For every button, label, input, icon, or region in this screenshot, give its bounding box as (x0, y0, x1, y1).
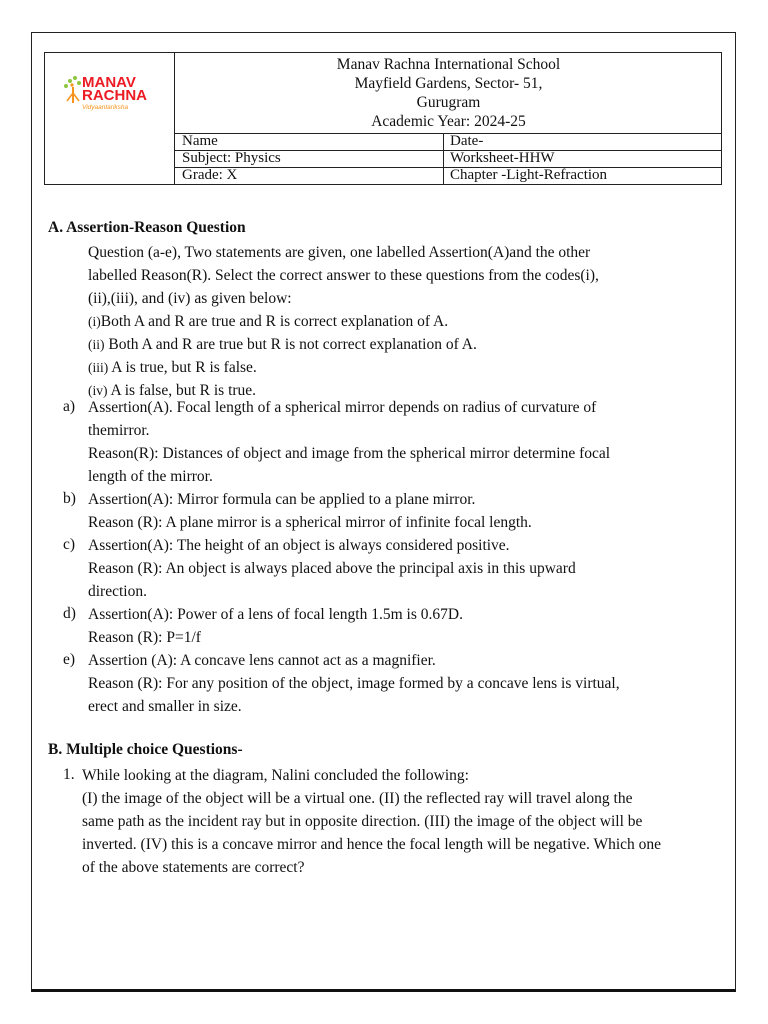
item-b-marker: b) (63, 490, 76, 507)
code-text: A is false, but R is true. (107, 382, 257, 399)
code-item (88, 333, 599, 356)
worksheet-field: Worksheet-HHW (443, 151, 555, 167)
code-item (88, 356, 599, 379)
school-address-line2: Gurugram (416, 94, 481, 111)
assertion-item-e (88, 649, 620, 718)
item-line: While looking at the diagram, Nalini concluded the following: (82, 767, 469, 784)
code-num: (iii) (88, 360, 109, 375)
item-line: (I) the image of the object will be a virtual one. (II) the reflected ray will travel along the (82, 790, 633, 807)
info-grid (175, 133, 722, 184)
assertion-item-d (88, 603, 463, 649)
mcq-1-marker: 1. (63, 766, 75, 783)
item-line: Reason (R): For any position of the object, image formed by a concave lens is virtual, (88, 675, 620, 692)
item-line: Assertion(A). Focal length of a spherical mirror depends on radius of curvature of (88, 399, 597, 416)
logo-cell (45, 53, 175, 184)
info-row-name (175, 133, 722, 150)
item-line: Reason (R): A plane mirror is a spherical mirror of infinite focal length. (88, 514, 532, 531)
mcq-item-1 (82, 764, 661, 879)
assertion-item-a (88, 396, 610, 488)
logo-line2: RACHNA (82, 87, 147, 104)
section-b-title: B. Multiple choice Questions- (48, 741, 243, 758)
item-line: same path as the incident ray but in opposite direction. (III) the image of the object will be (82, 813, 643, 830)
chapter-field: Chapter -Light-Refraction (443, 168, 607, 184)
code-text: A is true, but R is false. (108, 359, 257, 376)
intro-line: (ii),(iii), and (iv) as given below: (88, 290, 292, 307)
item-line: Reason(R): Distances of object and image from the spherical mirror determine focal (88, 445, 611, 462)
code-num: (i) (88, 314, 101, 329)
logo-line1: MANAV (82, 74, 136, 91)
school-name: Manav Rachna International School (336, 56, 561, 73)
item-line: themirror. (88, 422, 150, 439)
worksheet-header (44, 52, 722, 185)
item-line: of the above statements are correct? (82, 859, 305, 876)
section-a-intro (88, 241, 599, 402)
school-address-line1: Mayfield Gardens, Sector- 51, (354, 75, 543, 92)
date-field: Date- (443, 134, 483, 150)
grade-field: Grade: X (182, 167, 238, 183)
item-line: Assertion(A): Mirror formula can be applied to a plane mirror. (88, 491, 476, 508)
info-row-grade (175, 167, 722, 184)
code-item (88, 310, 599, 333)
logo-tagline: Vidyaantariksha (82, 104, 129, 111)
code-text: Both A and R are true and R is correct explanation of A. (100, 313, 449, 330)
item-line: Reason (R): P=1/f (88, 629, 201, 646)
assertion-item-c (88, 534, 576, 603)
item-line: Assertion (A): A concave lens cannot act as a magnifier. (88, 652, 436, 669)
intro-line: labelled Reason(R). Select the correct answer to these questions from the codes(i), (88, 267, 599, 284)
intro-line: Question (a-e), Two statements are given, one labelled Assertion(A)and the other (88, 244, 591, 261)
section-a-title: A. Assertion-Reason Question (48, 219, 246, 236)
item-line: length of the mirror. (88, 468, 213, 485)
code-num: (ii) (88, 337, 105, 352)
item-a-marker: a) (63, 398, 76, 415)
school-info (176, 53, 721, 135)
code-num: (iv) (88, 383, 108, 398)
item-line: Assertion(A): The height of an object is always considered positive. (88, 537, 510, 554)
item-line: Reason (R): An object is always placed above the principal axis in this upward (88, 560, 576, 577)
item-line: direction. (88, 583, 147, 600)
tree-icon (64, 76, 81, 103)
academic-year: Academic Year: 2024-25 (371, 113, 526, 130)
info-row-subject (175, 150, 722, 167)
item-d-marker: d) (63, 605, 76, 622)
subject-field: Subject: Physics (182, 150, 281, 166)
item-line: inverted. (IV) this is a concave mirror and hence the focal length will be negative. Which one (82, 836, 662, 853)
code-text: Both A and R are true but R is not correct explanation of A. (104, 336, 477, 353)
item-e-marker: e) (63, 651, 76, 668)
item-c-marker: c) (63, 536, 76, 553)
name-field: Name (182, 133, 218, 149)
item-line: Assertion(A): Power of a lens of focal length 1.5m is 0.67D. (88, 606, 463, 623)
assertion-item-b (88, 488, 532, 534)
item-line: erect and smaller in size. (88, 698, 242, 715)
manav-rachna-logo (59, 71, 163, 117)
